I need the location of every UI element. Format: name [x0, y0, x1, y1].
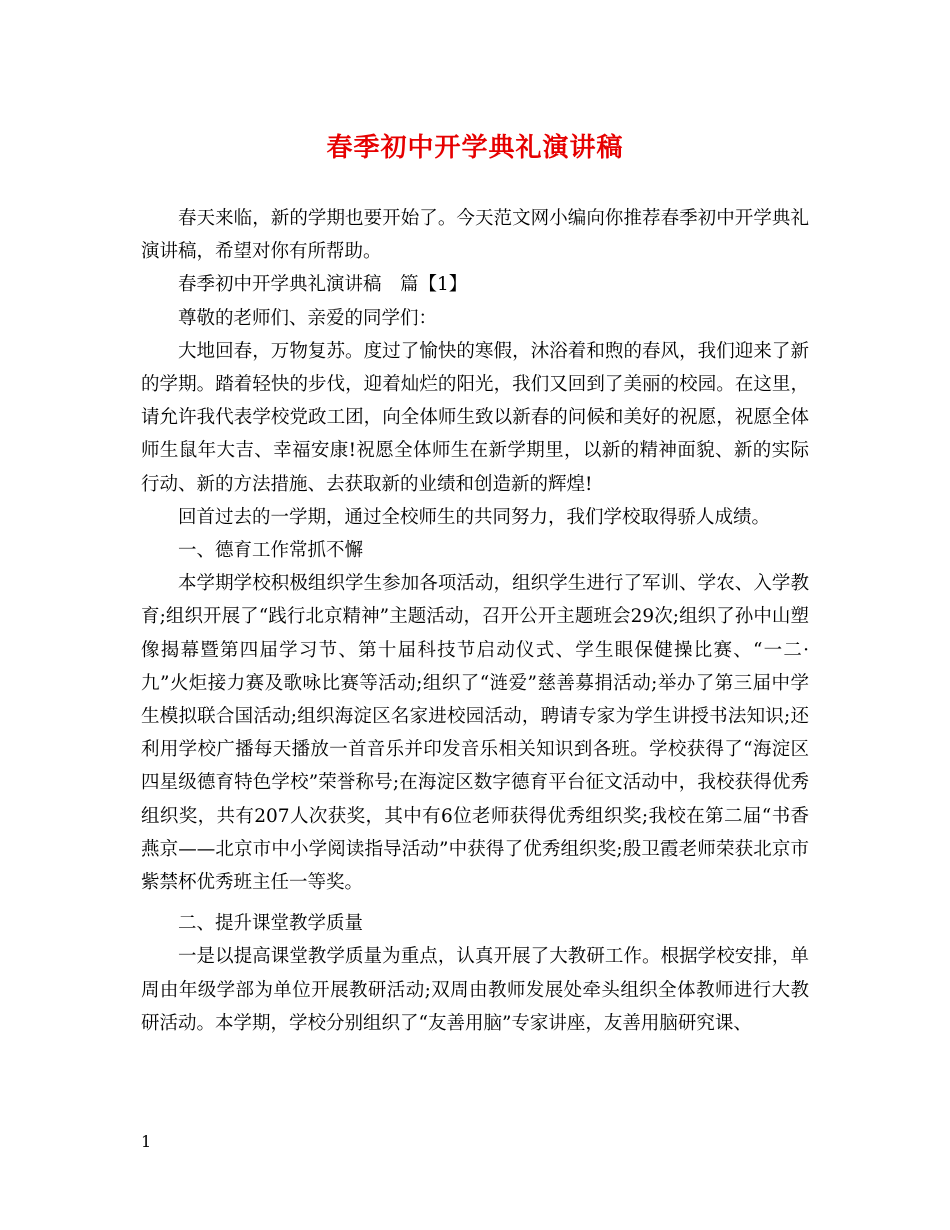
- paragraph-heading-teaching: 二、提升课堂教学质量: [178, 913, 364, 935]
- document-body: [141, 202, 809, 1040]
- document-title: 春季初中开学典礼演讲稿: [326, 133, 624, 163]
- paragraph-opening: 大地回春，万物复苏。度过了愉快的寒假，沐浴着和煦的春风，我们迎来了新的学期。踏着轻快的步伐，迎着灿烂的阳光，我们又回到了美丽的校园。在这里，请允许我代表学校党政工团，向全体师生致以新春的问候和美好的祝愿，祝愿全体师生鼠年大吉、幸福安康!祝愿全体师生在新学期里，以新的精神面貌、新的实际行动、新的方法措施、去获取新的业绩和创造新的辉煌!: [141, 340, 809, 495]
- paragraph-moral-work: 本学期学校积极组织学生参加各项活动，组织学生进行了军训、学农、入学教育;组织开展了“践行北京精神”主题活动，召开公开主题班会29次;组织了孙中山塑像揭幕暨第四届学习节、第十届科技节启动仪式、学生眼保健操比赛、“一二·九”火炬接力赛及歌咏比赛等活动;组织了“涟爱”慈善募捐活动;举办了第三届中学生模拟联合国活动;组织海淀区名家进校园活动，聘请专家为学生讲授书法知识;还利用学校广播每天播放一首音乐并印发音乐相关知识到各班。学校获得了“海淀区四星级德育特色学校”荣誉称号;在海淀区数字德育平台征文活动中，我校获得优秀组织奖，共有207人次获奖，其中有6位老师获得优秀组织奖;我校在第二届“书香燕京——北京市中小学阅读指导活动”中获得了优秀组织奖;殷卫霞老师荣获北京市紫禁杯优秀班主任一等奖。: [141, 573, 809, 894]
- paragraph-review: 回首过去的一学期，通过全校师生的共同努力，我们学校取得骄人成绩。: [178, 506, 771, 528]
- page-number: 1: [141, 1132, 152, 1151]
- paragraph-section-heading: 春季初中开学典礼演讲稿 篇【1】: [178, 274, 468, 296]
- paragraph-heading-moral: 一、德育工作常抓不懈: [178, 540, 364, 562]
- paragraph-intro: 春天来临，新的学期也要开始了。今天范文网小编向你推荐春季初中开学典礼演讲稿，希望对你有所帮助。: [141, 208, 809, 263]
- paragraph-salutation: 尊敬的老师们、亲爱的同学们：: [178, 307, 438, 329]
- paragraph-teaching-work: 一是以提高课堂教学质量为重点，认真开展了大教研工作。根据学校安排，单周由年级学部为单位开展教研活动;双周由教师发展处牵头组织全体教师进行大教研活动。本学期，学校分别组织了“友善用脑”专家讲座，友善用脑研究课、: [141, 946, 809, 1034]
